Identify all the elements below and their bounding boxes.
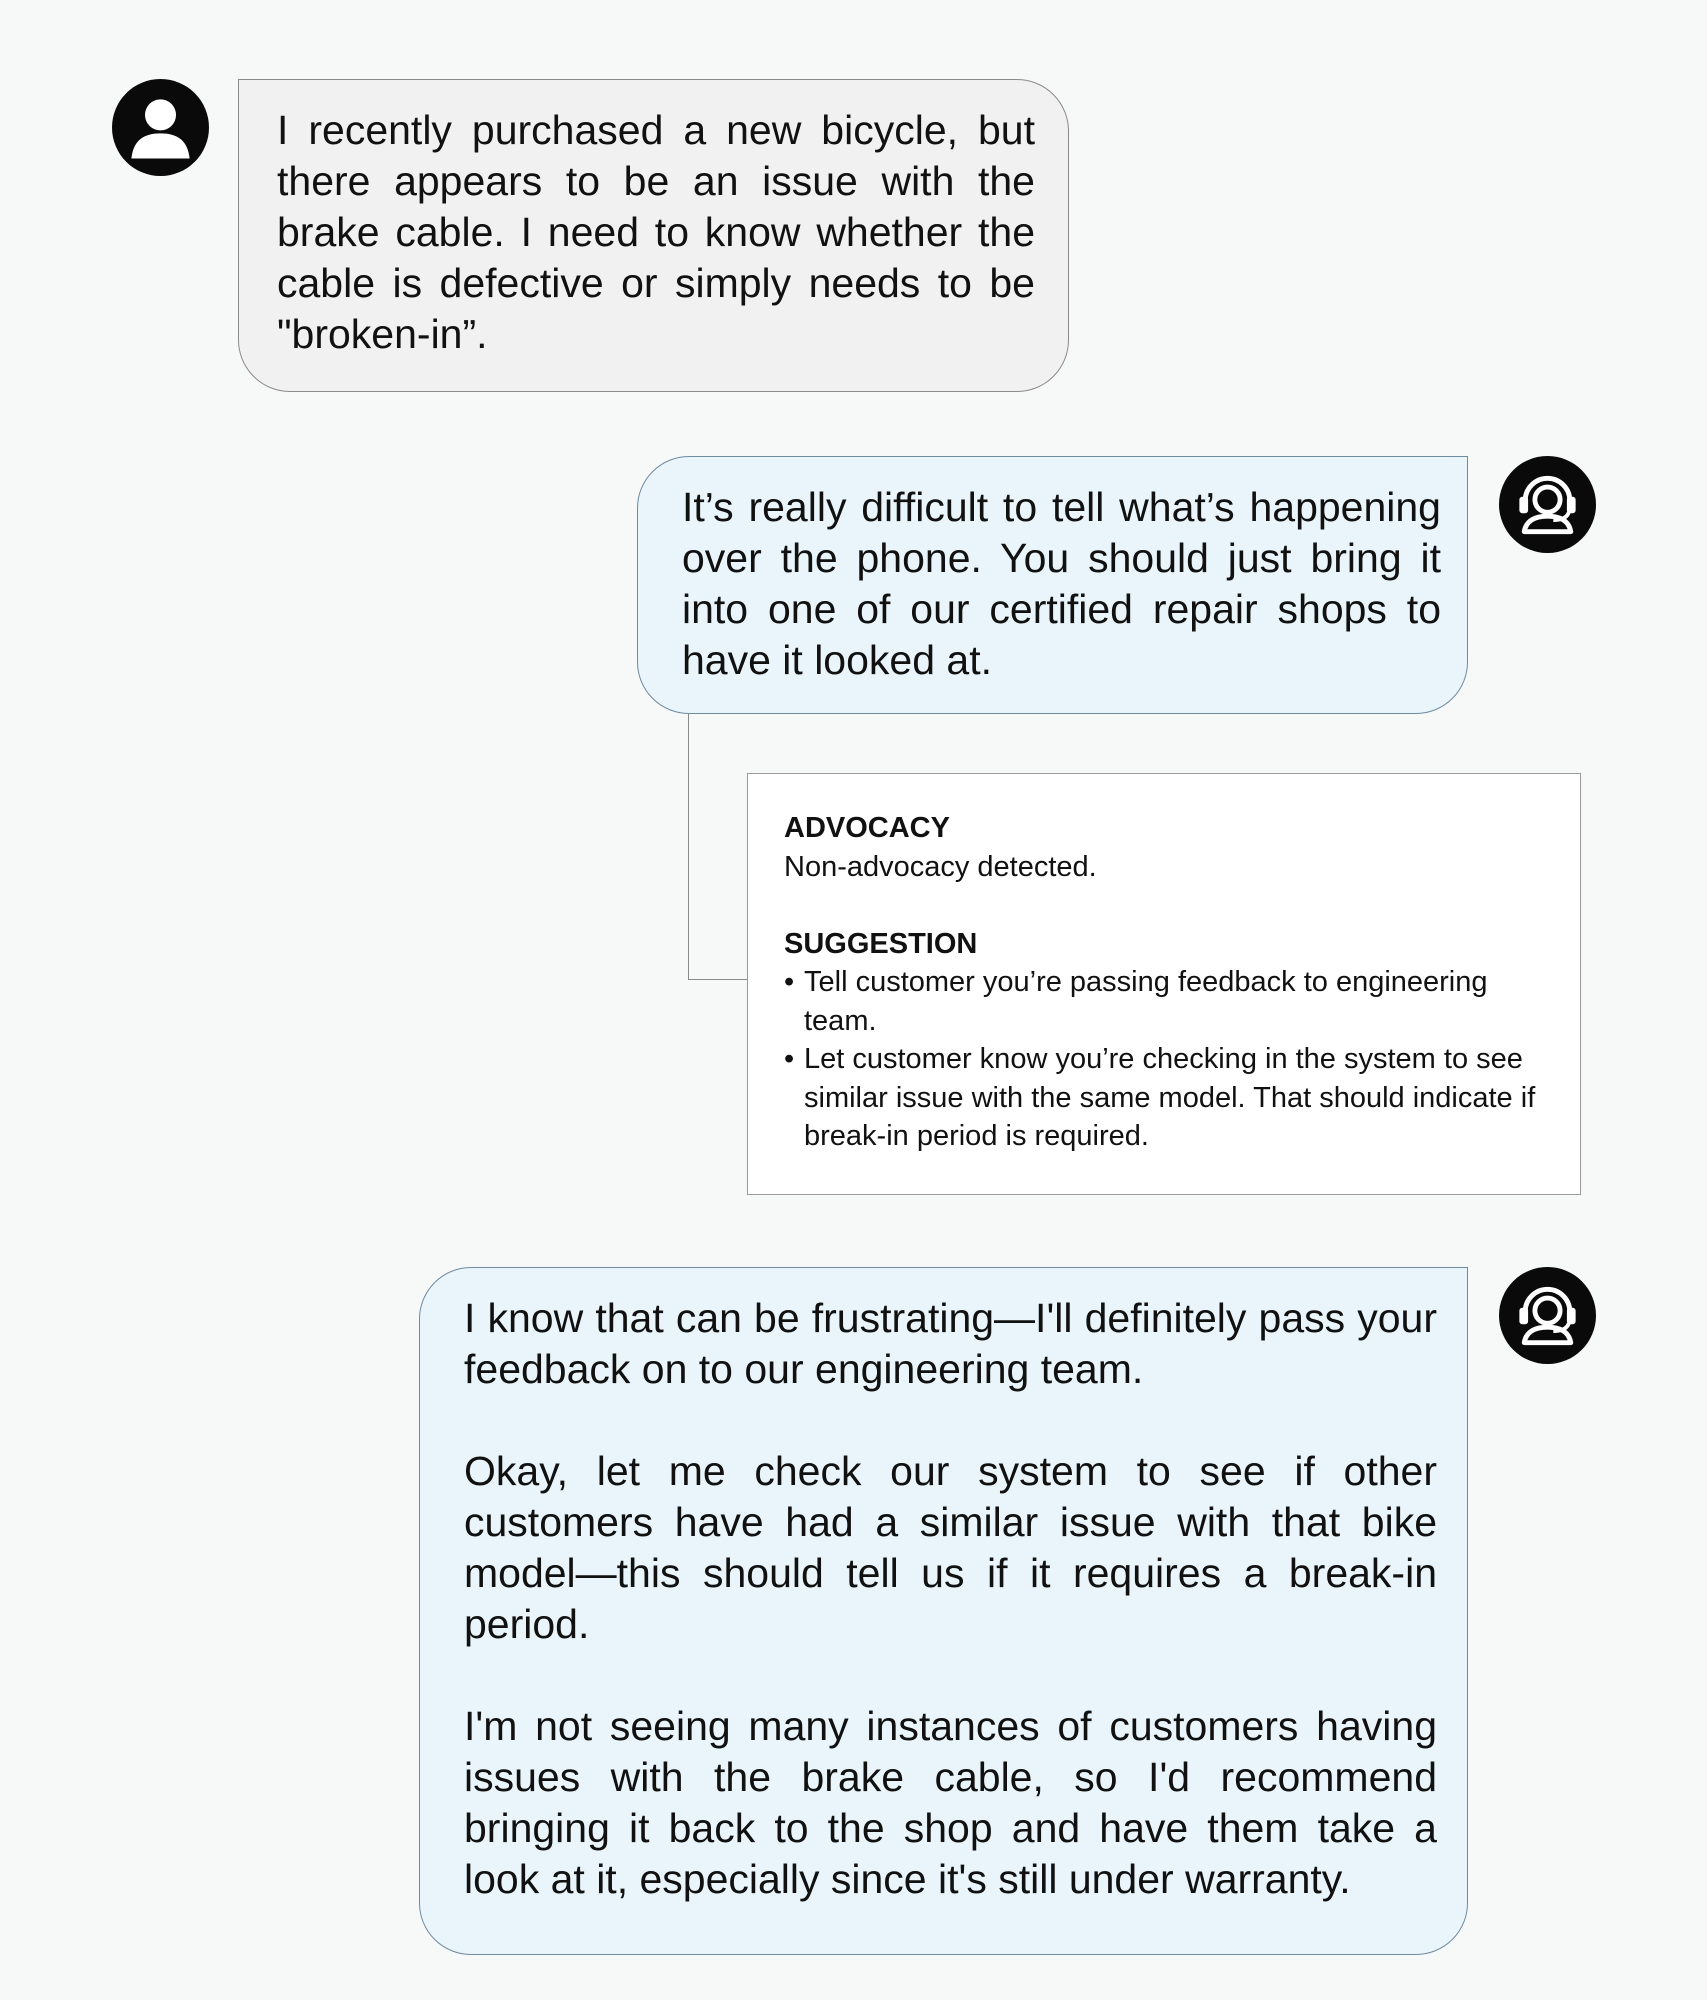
suggestion-item-text: Let customer know you’re checking in the system to see similar issue with the same model. That should indicate if break-in period is required.: [804, 1043, 1536, 1152]
suggestion-heading: SUGGESTION: [784, 927, 978, 960]
agent-message-paragraph: I know that can be frustrating—I'll definitely pass your feedback on to our engineering team.: [464, 1295, 1437, 1392]
agent-message-paragraph: Okay, let me check our system to see if other customers have had a similar issue with that bike model—this should tell us if it requires a break-in period.: [464, 1448, 1437, 1647]
bullet-icon: •: [784, 966, 795, 998]
suggestion-item: [784, 963, 1544, 1040]
agent-message-paragraph: I'm not seeing many instances of customers having issues with the brake cable, so I'd recommend bringing it back to the shop and have them take a look at it, especially since it's still under warranty.: [464, 1703, 1437, 1902]
user-icon: [112, 79, 209, 176]
advocacy-status: Non-advocacy detected.: [784, 850, 1097, 883]
agent-message-bubble: [419, 1267, 1468, 1955]
panel-connector-line: [688, 714, 748, 980]
bullet-icon: •: [784, 1043, 795, 1075]
headset-agent-icon: [1499, 1267, 1596, 1364]
suggestion-list: [784, 963, 1544, 1156]
agent-message-bubble: [637, 456, 1468, 714]
headset-agent-icon: [1499, 456, 1596, 553]
advocacy-heading: ADVOCACY: [784, 812, 950, 844]
agent-assist-panel: [747, 773, 1581, 1195]
suggestion-item: [784, 1040, 1544, 1156]
suggestion-item-text: Tell customer you’re passing feedback to engineering team.: [804, 966, 1488, 1037]
agent-message-text: It’s really difficult to tell what’s happening over the phone. You should just bring it into one of our certified repair shops to have it looked at.: [682, 484, 1441, 683]
customer-message-bubble: [238, 79, 1069, 392]
customer-message-text: I recently purchased a new bicycle, but there appears to be an issue with the brake cable. I need to know whether the cable is defective or simply needs to be "broken-in”.: [277, 107, 1035, 357]
